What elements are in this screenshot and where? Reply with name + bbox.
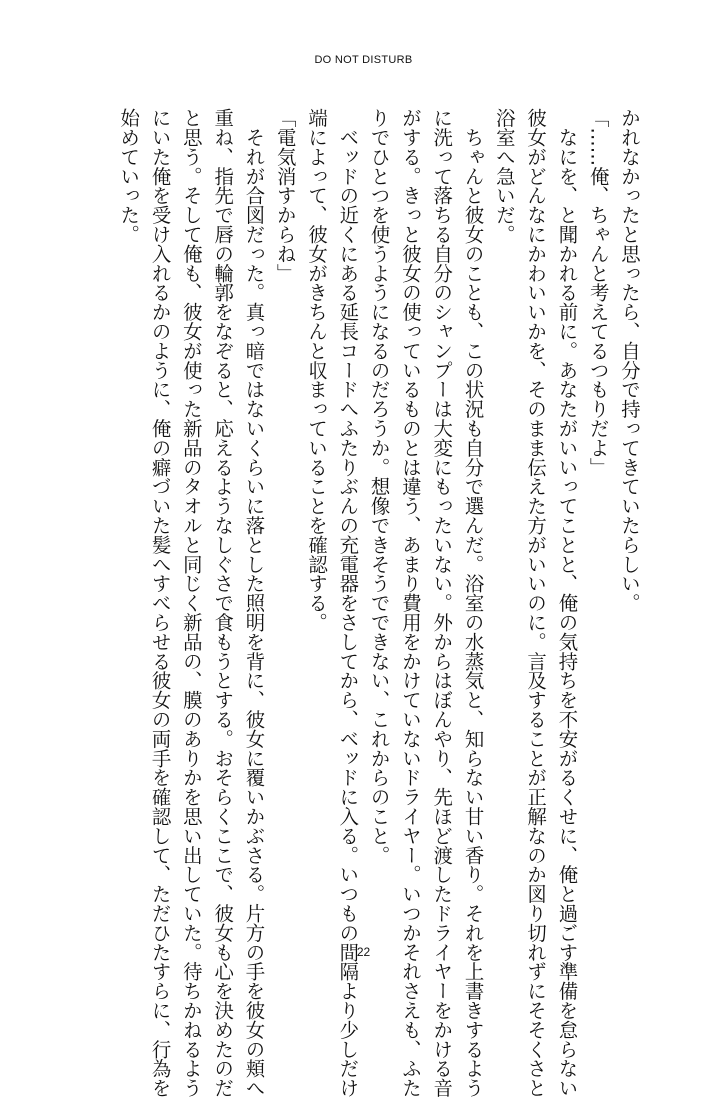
text-line: ベッドの近くにある延長コードへふたりぶんの充電器をさしてから、ベッドに入る。いつもの間隔より少しだけ [336,108,360,1097]
text-line: 重ね、指先で唇の輪郭をなぞると、応えるようなしぐさで食もうとする。おそらくここで、彼女も心を決めたのだ [211,108,235,1097]
text-line: に洗って落ちる自分のシャンプーは大変にもったいない。外からはぼんやり、先ほど渡したドライヤーをかける音 [430,108,454,1097]
text-line: りでひとつを使うようになるのだろうか。想像できそうでできない、これからのこと。 [367,108,391,865]
text-line: 始めていった。 [117,108,141,244]
text-line: と思う。そして俺も、彼女が使った新品のタオルと同じく新品の、膜のありかを思い出していた。待ちかねるよう [179,108,203,1097]
page-number: 22 [356,945,371,959]
text-line: がする。きっと彼女の使っているものとは違う、あまり費用をかけていないドライヤー。いつかそれさえも、ふた [398,108,422,1097]
text-line: それが合図だった。真っ暗ではないくらいに落とした照明を背に、彼女に覆いかぶさる。片方の手を彼女の頬へ [242,108,266,1097]
text-line: にいた俺を受け入れるかのように、俺の癖づいた髪へすべらせる彼女の両手を確認して、ただひたすらに、行為を [148,108,172,1097]
running-header: DO NOT DISTURB [314,54,413,66]
text-line: 「……俺、ちゃんと考えてるつもりだよ」 [586,108,610,477]
text-line: 「電気消すからね」 [273,108,297,283]
text-line: なにを、と聞かれる前に。あなたがいいってことと、俺の気持ちを不安がるくせに、俺と過ごす準備を怠らない [555,108,579,1097]
text-line: かれなかったと思ったら、自分で持ってきていたらしい。 [618,108,641,613]
text-line: 端によって、彼女がきちんと収まっていることを確認する。 [305,108,329,632]
text-line: 彼女がどんなにかわいいかを、そのまま伝えた方がいいのに。言及することが正解なのか図り切れずにそそくさと [524,108,548,1097]
text-line: 浴室へ急いだ。 [492,108,516,244]
text-line: ちゃんと彼女のことも、この状況も自分で選んだ。浴室の水蒸気と、知らない甘い香り。それを上書きするよう [461,108,485,1097]
